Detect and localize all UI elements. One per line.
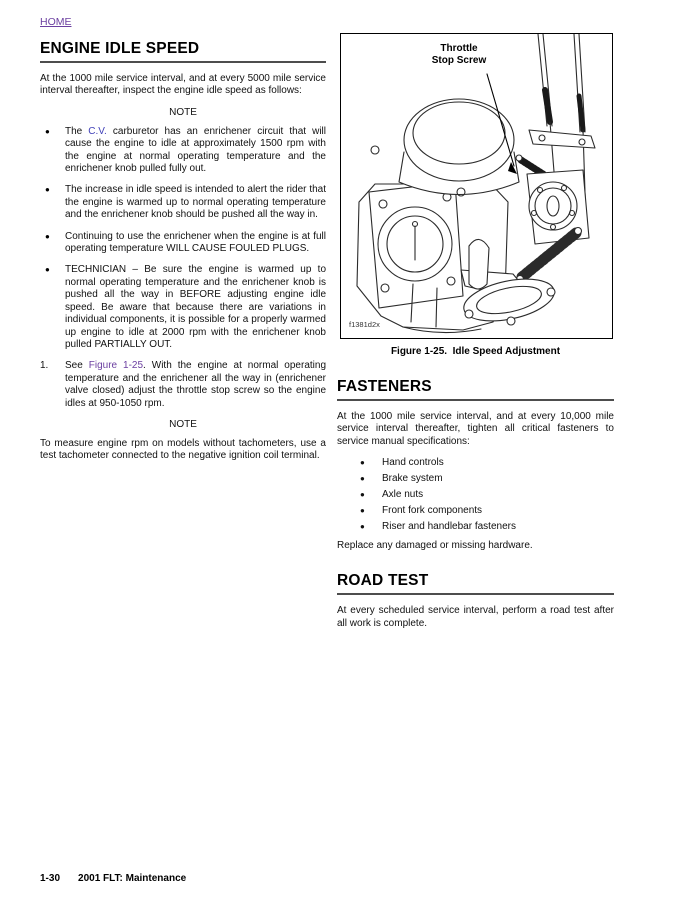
bullet-marker: ●: [360, 506, 365, 516]
list-item: [337, 505, 614, 518]
figure-1-25-link[interactable]: Figure 1-25: [88, 360, 144, 372]
step-text: [65, 360, 326, 410]
section-title-fasteners: FASTENERS: [337, 378, 432, 395]
heading-rule: [337, 593, 614, 595]
list-item: [337, 473, 614, 486]
list-item-text: Riser and handlebar fasteners: [382, 521, 516, 533]
figure-caption: Figure 1-25. Idle Speed Adjustment: [390, 346, 561, 357]
bullet-marker: ●: [45, 231, 50, 241]
bullet-text-post: carburetor has an enrichener circuit that will cause the engine to idle at approximately 1500 rpm with the engine at normal operating temperature and the enrichener knob pulled fully out.: [65, 125, 326, 175]
list-item: [40, 264, 326, 351]
left-column: [40, 12, 326, 472]
list-item: [337, 457, 614, 470]
list-item-text: Hand controls: [382, 457, 444, 469]
page-number: 1-30: [40, 873, 61, 884]
list-item: [40, 126, 326, 176]
callout-line1: Throttle: [440, 43, 478, 54]
list-item: [337, 489, 614, 502]
bullet-marker: ●: [45, 265, 50, 275]
list-item: [40, 231, 326, 256]
bullet-text-pre: The: [65, 125, 89, 137]
page-footer: [40, 873, 186, 884]
bullet-marker: ●: [45, 126, 50, 136]
heading-rule: [337, 399, 614, 401]
bullet-text: Continuing to use the enrichener when the engine is at full operating temperature WILL CAUSE FOULED PLUGS.: [65, 230, 326, 255]
intro-paragraph: At the 1000 mile service interval, and at every 5000 mile service interval thereafter, inspect the engine idle speed as follows:: [40, 73, 326, 97]
throttle-stop-screw-callout: [403, 43, 515, 66]
step-text-pre: See: [65, 360, 89, 372]
fasteners-list: [337, 457, 614, 534]
home-link[interactable]: HOME: [40, 16, 72, 28]
bullet-text: TECHNICIAN – Be sure the engine is warmed up to normal operating temperature and the enrichener knob is pushed all the way in BEFORE adjusting engine idle speed. Be aware that because there are variations in individual components, it is possible for a properly warmed up engine to idle at 2000 rpm with the enrichener knob pulled PARTIALLY OUT.: [65, 264, 326, 350]
procedure-step-1: [40, 360, 326, 410]
list-item: [337, 521, 614, 534]
footer-doc-title: 2001 FLT: Maintenance: [78, 873, 187, 884]
note-label: NOTE: [169, 106, 197, 118]
bullet-marker: ●: [360, 474, 365, 484]
bullet-text: The increase in idle speed is intended to alert the rider that the engine is warmed up to normal operating temperature and the enrichener knob should be pushed all the way in.: [65, 184, 326, 221]
fasteners-intro: At the 1000 mile service interval, and at every 10,000 mile service interval thereafter, tighten all critical fasteners to service manual specifications:: [337, 411, 614, 447]
bullet-marker: ●: [360, 490, 365, 500]
section-title-engine-idle-speed: ENGINE IDLE SPEED: [40, 40, 200, 57]
note-label: NOTE: [169, 418, 197, 430]
note-paragraph: To measure engine rpm on models without tachometers, use a test tachometer connected to the negative ignition coil terminal.: [40, 437, 326, 462]
list-item-text: Axle nuts: [382, 489, 424, 501]
figure-code: f1381d2x: [349, 320, 380, 329]
carburetor-line-art: [341, 34, 612, 337]
bullet-marker: ●: [360, 522, 365, 532]
note-bullet-list: [40, 126, 326, 352]
road-test-paragraph: At every scheduled service interval, perform a road test after all work is complete.: [337, 605, 614, 629]
fasteners-outro: Replace any damaged or missing hardware.: [337, 539, 533, 551]
list-item-text: Brake system: [382, 473, 443, 485]
heading-rule: [40, 61, 326, 63]
bullet-marker: ●: [360, 458, 365, 468]
list-item: [40, 184, 326, 221]
cv-carburetor-link[interactable]: C.V.: [88, 125, 107, 137]
bullet-text: [65, 126, 326, 176]
callout-line2: Stop Screw: [431, 54, 487, 66]
step-text-post: . With the engine at normal operating temperature and the enrichener all the way in (enrichener valve closed) adjust the throttle stop screw so the engine idles at 950-1050 rpm.: [65, 360, 327, 409]
right-column: [337, 33, 614, 639]
list-item-text: Front fork components: [382, 505, 483, 517]
step-number: 1.: [40, 360, 49, 372]
bullet-marker: ●: [45, 185, 50, 195]
figure-1-25-box: [340, 33, 613, 339]
section-title-road-test: ROAD TEST: [337, 572, 429, 590]
